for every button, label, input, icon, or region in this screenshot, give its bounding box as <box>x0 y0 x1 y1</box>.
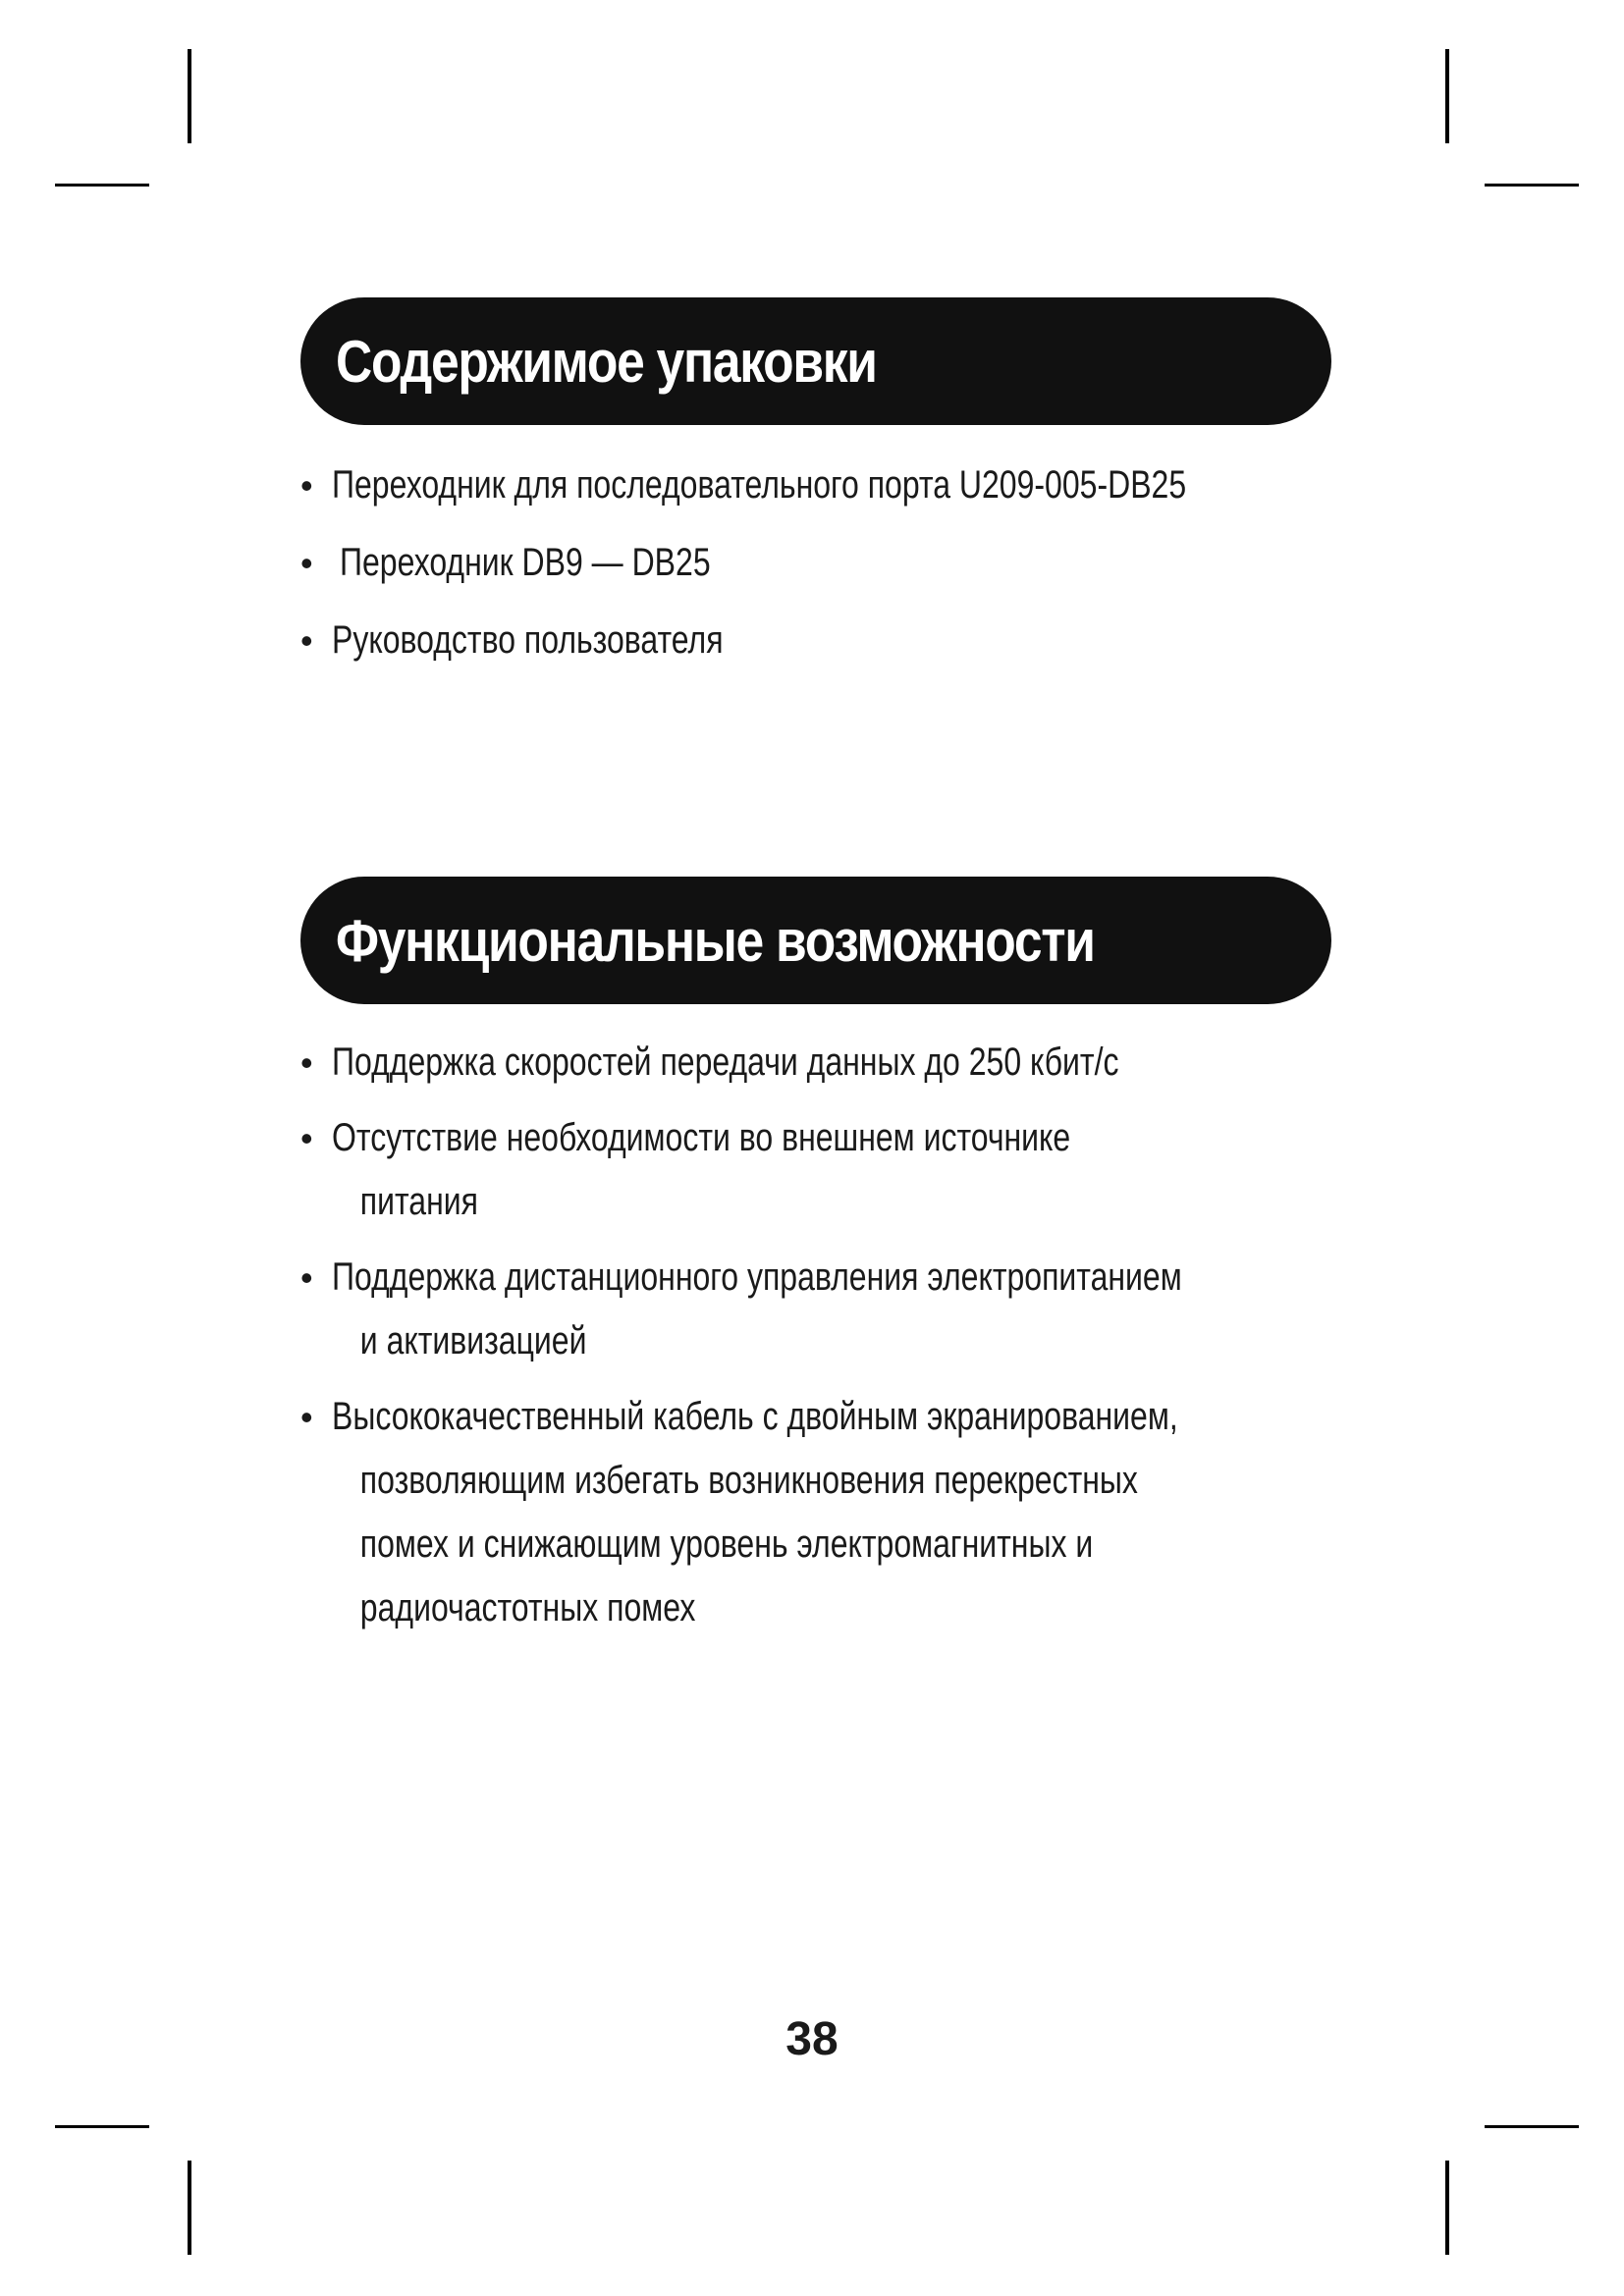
crop-mark-bottom-left-vertical <box>188 2161 191 2255</box>
crop-mark-bottom-right-horizontal <box>1485 2125 1579 2128</box>
bullet-icon: • <box>300 620 313 661</box>
crop-mark-bottom-left-horizontal <box>55 2125 149 2128</box>
bullet-icon: • <box>300 1042 313 1083</box>
list-item <box>300 531 1341 595</box>
list-item-line: позволяющим избегать возникновения перекрестных <box>359 1459 1138 1502</box>
features-list <box>300 1031 1341 1652</box>
list-item-text <box>332 1246 1182 1373</box>
crop-mark-top-right-horizontal <box>1485 184 1579 187</box>
list-item <box>300 1031 1341 1095</box>
section-title: Функциональные возможности <box>336 907 1095 974</box>
bullet-icon: • <box>300 1397 313 1437</box>
bullet-icon: • <box>300 1257 313 1298</box>
crop-mark-top-right-vertical <box>1445 49 1449 143</box>
list-item <box>300 1246 1341 1373</box>
crop-mark-bottom-right-vertical <box>1445 2161 1449 2255</box>
list-item-line: и активизацией <box>359 1319 587 1362</box>
list-item-line: Отсутствие необходимости во внешнем источнике <box>332 1116 1071 1159</box>
list-item-text <box>332 1031 1118 1095</box>
list-item <box>300 454 1341 517</box>
crop-mark-top-left-vertical <box>188 49 191 143</box>
list-item-line: Поддержка скоростей передачи данных до 250 кбит/с <box>332 1041 1119 1084</box>
list-item-text: Переходник DB9 — DB25 <box>340 541 711 584</box>
page-number: 38 <box>785 2013 839 2065</box>
list-item <box>300 1385 1341 1640</box>
list-item-line: помех и снижающим уровень электромагнитных и <box>359 1522 1094 1566</box>
package-contents-list <box>300 454 1341 686</box>
list-item-line: Высококачественный кабель с двойным экранированием, <box>332 1395 1178 1438</box>
crop-mark-top-left-horizontal <box>55 184 149 187</box>
list-item-line: Поддержка дистанционного управления электропитанием <box>332 1255 1182 1299</box>
list-item <box>300 1106 1341 1234</box>
list-item-line: радиочастотных помех <box>359 1586 696 1629</box>
section-title: Содержимое упаковки <box>336 328 877 395</box>
bullet-icon: • <box>300 543 313 583</box>
bullet-icon: • <box>300 1118 313 1158</box>
section-header-package-contents <box>300 297 1331 425</box>
section-header-features <box>300 877 1331 1004</box>
list-item-text: Руководство пользователя <box>332 618 724 662</box>
list-item-line: питания <box>359 1180 478 1223</box>
bullet-icon: • <box>300 465 313 506</box>
list-item-text: Переходник для последовательного порта U209-005-DB25 <box>332 463 1187 507</box>
list-item-text <box>332 1106 1070 1234</box>
list-item-text <box>332 1385 1178 1640</box>
list-item <box>300 609 1341 672</box>
